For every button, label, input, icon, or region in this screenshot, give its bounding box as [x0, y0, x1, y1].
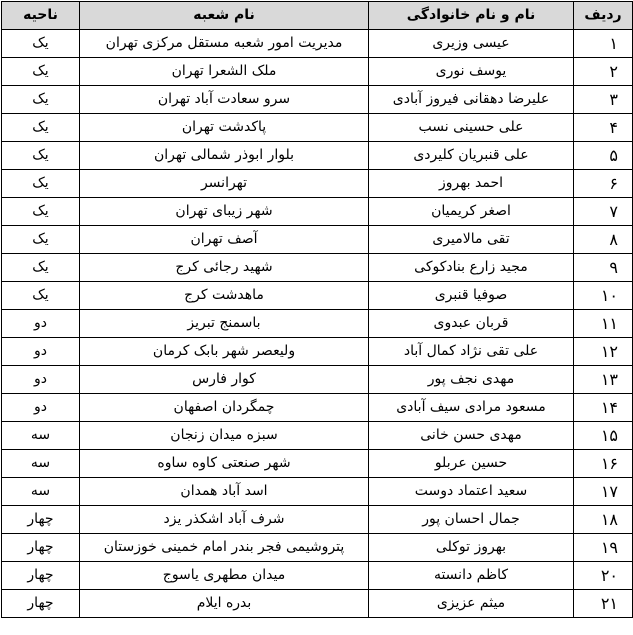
table-row [2, 198, 633, 226]
cell-region: دو [2, 366, 80, 394]
cell-branch: سبزه میدان زنجان [80, 422, 369, 450]
table-row [2, 590, 633, 618]
cell-name: علی قنبریان کلیردی [369, 142, 574, 170]
table-row [2, 282, 633, 310]
cell-rank: ۱۴ [574, 394, 633, 422]
header-region: ناحیه [2, 2, 80, 30]
header-rank: ردیف [574, 2, 633, 30]
cell-region: یک [2, 86, 80, 114]
cell-region: چهار [2, 562, 80, 590]
cell-branch: اسد آباد همدان [80, 478, 369, 506]
cell-branch: شرف آباد اشکذر یزد [80, 506, 369, 534]
cell-rank: ۲ [574, 58, 633, 86]
cell-branch: بدره ایلام [80, 590, 369, 618]
cell-branch: شهر صنعتی کاوه ساوه [80, 450, 369, 478]
cell-region: سه [2, 478, 80, 506]
cell-name: میثم عزیزی [369, 590, 574, 618]
cell-rank: ۱۷ [574, 478, 633, 506]
cell-region: یک [2, 142, 80, 170]
header-name: نام و نام خانوادگی [369, 2, 574, 30]
cell-region: یک [2, 30, 80, 58]
cell-rank: ۱۸ [574, 506, 633, 534]
table-row [2, 30, 633, 58]
cell-rank: ۱ [574, 30, 633, 58]
cell-rank: ۱۳ [574, 366, 633, 394]
cell-branch: پاکدشت تهران [80, 114, 369, 142]
cell-branch: میدان مطهری یاسوج [80, 562, 369, 590]
cell-name: تقی مالامیری [369, 226, 574, 254]
cell-name: علیرضا دهقانی فیروز آبادی [369, 86, 574, 114]
cell-region: سه [2, 422, 80, 450]
table-row [2, 254, 633, 282]
cell-name: علی حسینی نسب [369, 114, 574, 142]
cell-region: چهار [2, 534, 80, 562]
cell-branch: تهرانسر [80, 170, 369, 198]
cell-name: مهدی نجف پور [369, 366, 574, 394]
cell-rank: ۴ [574, 114, 633, 142]
table-row [2, 58, 633, 86]
cell-rank: ۳ [574, 86, 633, 114]
table-row [2, 394, 633, 422]
table-row [2, 114, 633, 142]
cell-region: چهار [2, 506, 80, 534]
cell-rank: ۷ [574, 198, 633, 226]
cell-branch: آصف تهران [80, 226, 369, 254]
cell-region: یک [2, 170, 80, 198]
cell-branch: بلوار ابوذر شمالی تهران [80, 142, 369, 170]
cell-region: یک [2, 226, 80, 254]
table-row [2, 534, 633, 562]
cell-rank: ۵ [574, 142, 633, 170]
table-body [2, 30, 633, 618]
table-row [2, 226, 633, 254]
table-row [2, 366, 633, 394]
cell-rank: ۱۲ [574, 338, 633, 366]
cell-rank: ۱۰ [574, 282, 633, 310]
cell-branch: باسمنج تبریز [80, 310, 369, 338]
cell-name: عیسی وزیری [369, 30, 574, 58]
cell-region: چهار [2, 590, 80, 618]
cell-region: دو [2, 310, 80, 338]
cell-region: یک [2, 198, 80, 226]
cell-name: صوفیا قنبری [369, 282, 574, 310]
cell-branch: مدیریت امور شعبه مستقل مرکزی تهران [80, 30, 369, 58]
cell-branch: ولیعصر شهر بابک کرمان [80, 338, 369, 366]
cell-region: دو [2, 394, 80, 422]
table-row [2, 338, 633, 366]
cell-rank: ۱۹ [574, 534, 633, 562]
header-row [2, 2, 633, 30]
cell-branch: چمگردان اصفهان [80, 394, 369, 422]
cell-name: بهروز توکلی [369, 534, 574, 562]
cell-rank: ۲۱ [574, 590, 633, 618]
cell-rank: ۱۱ [574, 310, 633, 338]
cell-region: یک [2, 114, 80, 142]
cell-name: یوسف نوری [369, 58, 574, 86]
cell-branch: شهر زیبای تهران [80, 198, 369, 226]
cell-region: یک [2, 58, 80, 86]
cell-region: یک [2, 254, 80, 282]
cell-region: سه [2, 450, 80, 478]
cell-name: جمال احسان پور [369, 506, 574, 534]
cell-name: مهدی حسن خانی [369, 422, 574, 450]
cell-branch: ملک الشعرا تهران [80, 58, 369, 86]
cell-rank: ۲۰ [574, 562, 633, 590]
cell-region: دو [2, 338, 80, 366]
branch-staff-table [1, 1, 633, 618]
cell-branch: سرو سعادت آباد تهران [80, 86, 369, 114]
cell-branch: شهید رجائی کرج [80, 254, 369, 282]
table-row [2, 422, 633, 450]
cell-name: سعید اعتماد دوست [369, 478, 574, 506]
cell-branch: پتروشیمی فجر بندر امام خمینی خوزستان [80, 534, 369, 562]
table-row [2, 142, 633, 170]
table-row [2, 478, 633, 506]
table-row [2, 506, 633, 534]
cell-rank: ۹ [574, 254, 633, 282]
cell-name: قربان عبدوی [369, 310, 574, 338]
cell-rank: ۱۵ [574, 422, 633, 450]
cell-name: علی تقی نژاد کمال آباد [369, 338, 574, 366]
table-row [2, 310, 633, 338]
cell-region: یک [2, 282, 80, 310]
cell-name: مسعود مرادی سیف آبادی [369, 394, 574, 422]
cell-branch: ماهدشت کرج [80, 282, 369, 310]
cell-branch: کوار فارس [80, 366, 369, 394]
table-row [2, 450, 633, 478]
cell-rank: ۶ [574, 170, 633, 198]
table-row [2, 170, 633, 198]
cell-rank: ۸ [574, 226, 633, 254]
cell-name: احمد بهروز [369, 170, 574, 198]
table-row [2, 86, 633, 114]
cell-name: کاظم دانسته [369, 562, 574, 590]
header-branch: نام شعبه [80, 2, 369, 30]
cell-name: مجید زارع بنادکوکی [369, 254, 574, 282]
cell-name: اصغر کریمیان [369, 198, 574, 226]
table-row [2, 562, 633, 590]
cell-name: حسین عربلو [369, 450, 574, 478]
cell-rank: ۱۶ [574, 450, 633, 478]
